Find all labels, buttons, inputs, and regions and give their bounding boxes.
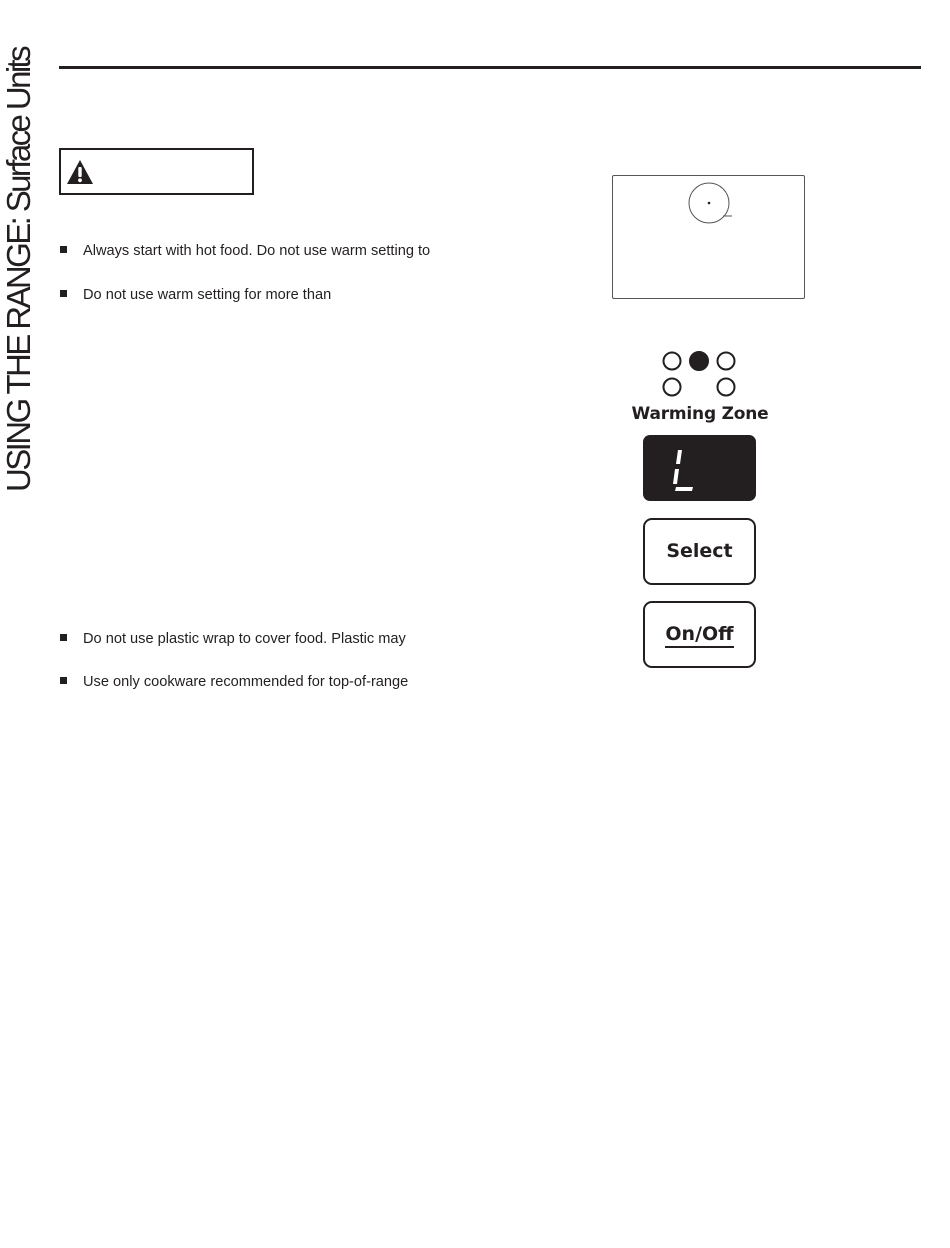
segment-digit-l [643,435,756,501]
indicator-dot-right-front [718,353,735,370]
warning-triangle-icon [66,159,94,185]
on-off-button-label: On/Off [665,623,733,648]
element-indicator-dots [660,350,740,405]
on-off-button[interactable] [643,601,756,668]
list-item [60,673,408,691]
list-item [60,286,331,304]
list-item [60,242,430,260]
indicator-dot-right-rear [718,379,735,396]
indicator-dot-warming-zone [690,352,709,371]
bullet-marker [60,677,67,684]
list-item [60,630,406,648]
cooktop-diagram [612,175,805,299]
bullet-marker [60,634,67,641]
bullet-text: Do not use plastic wrap to cover food. Plastic may [83,631,406,647]
warning-box [59,148,254,195]
setting-display [643,435,756,501]
bullet-text: Use only cookware recommended for top-of-range [83,674,409,690]
select-button-label: Select [666,540,733,562]
burner-center-mark [708,202,711,205]
indicator-dot-left-rear [664,379,681,396]
indicator-dot-left-front [664,353,681,370]
header-rule [59,66,921,69]
section-title: USING THE RANGE: Surface Units [0,47,37,492]
bullet-marker [60,246,67,253]
select-button[interactable] [643,518,756,585]
bullet-marker [60,290,67,297]
bullet-text: Do not use warm setting for more than [83,287,332,303]
bullet-text: Always start with hot food. Do not use warm setting to [83,243,431,259]
warming-zone-label: Warming Zone [631,404,769,424]
